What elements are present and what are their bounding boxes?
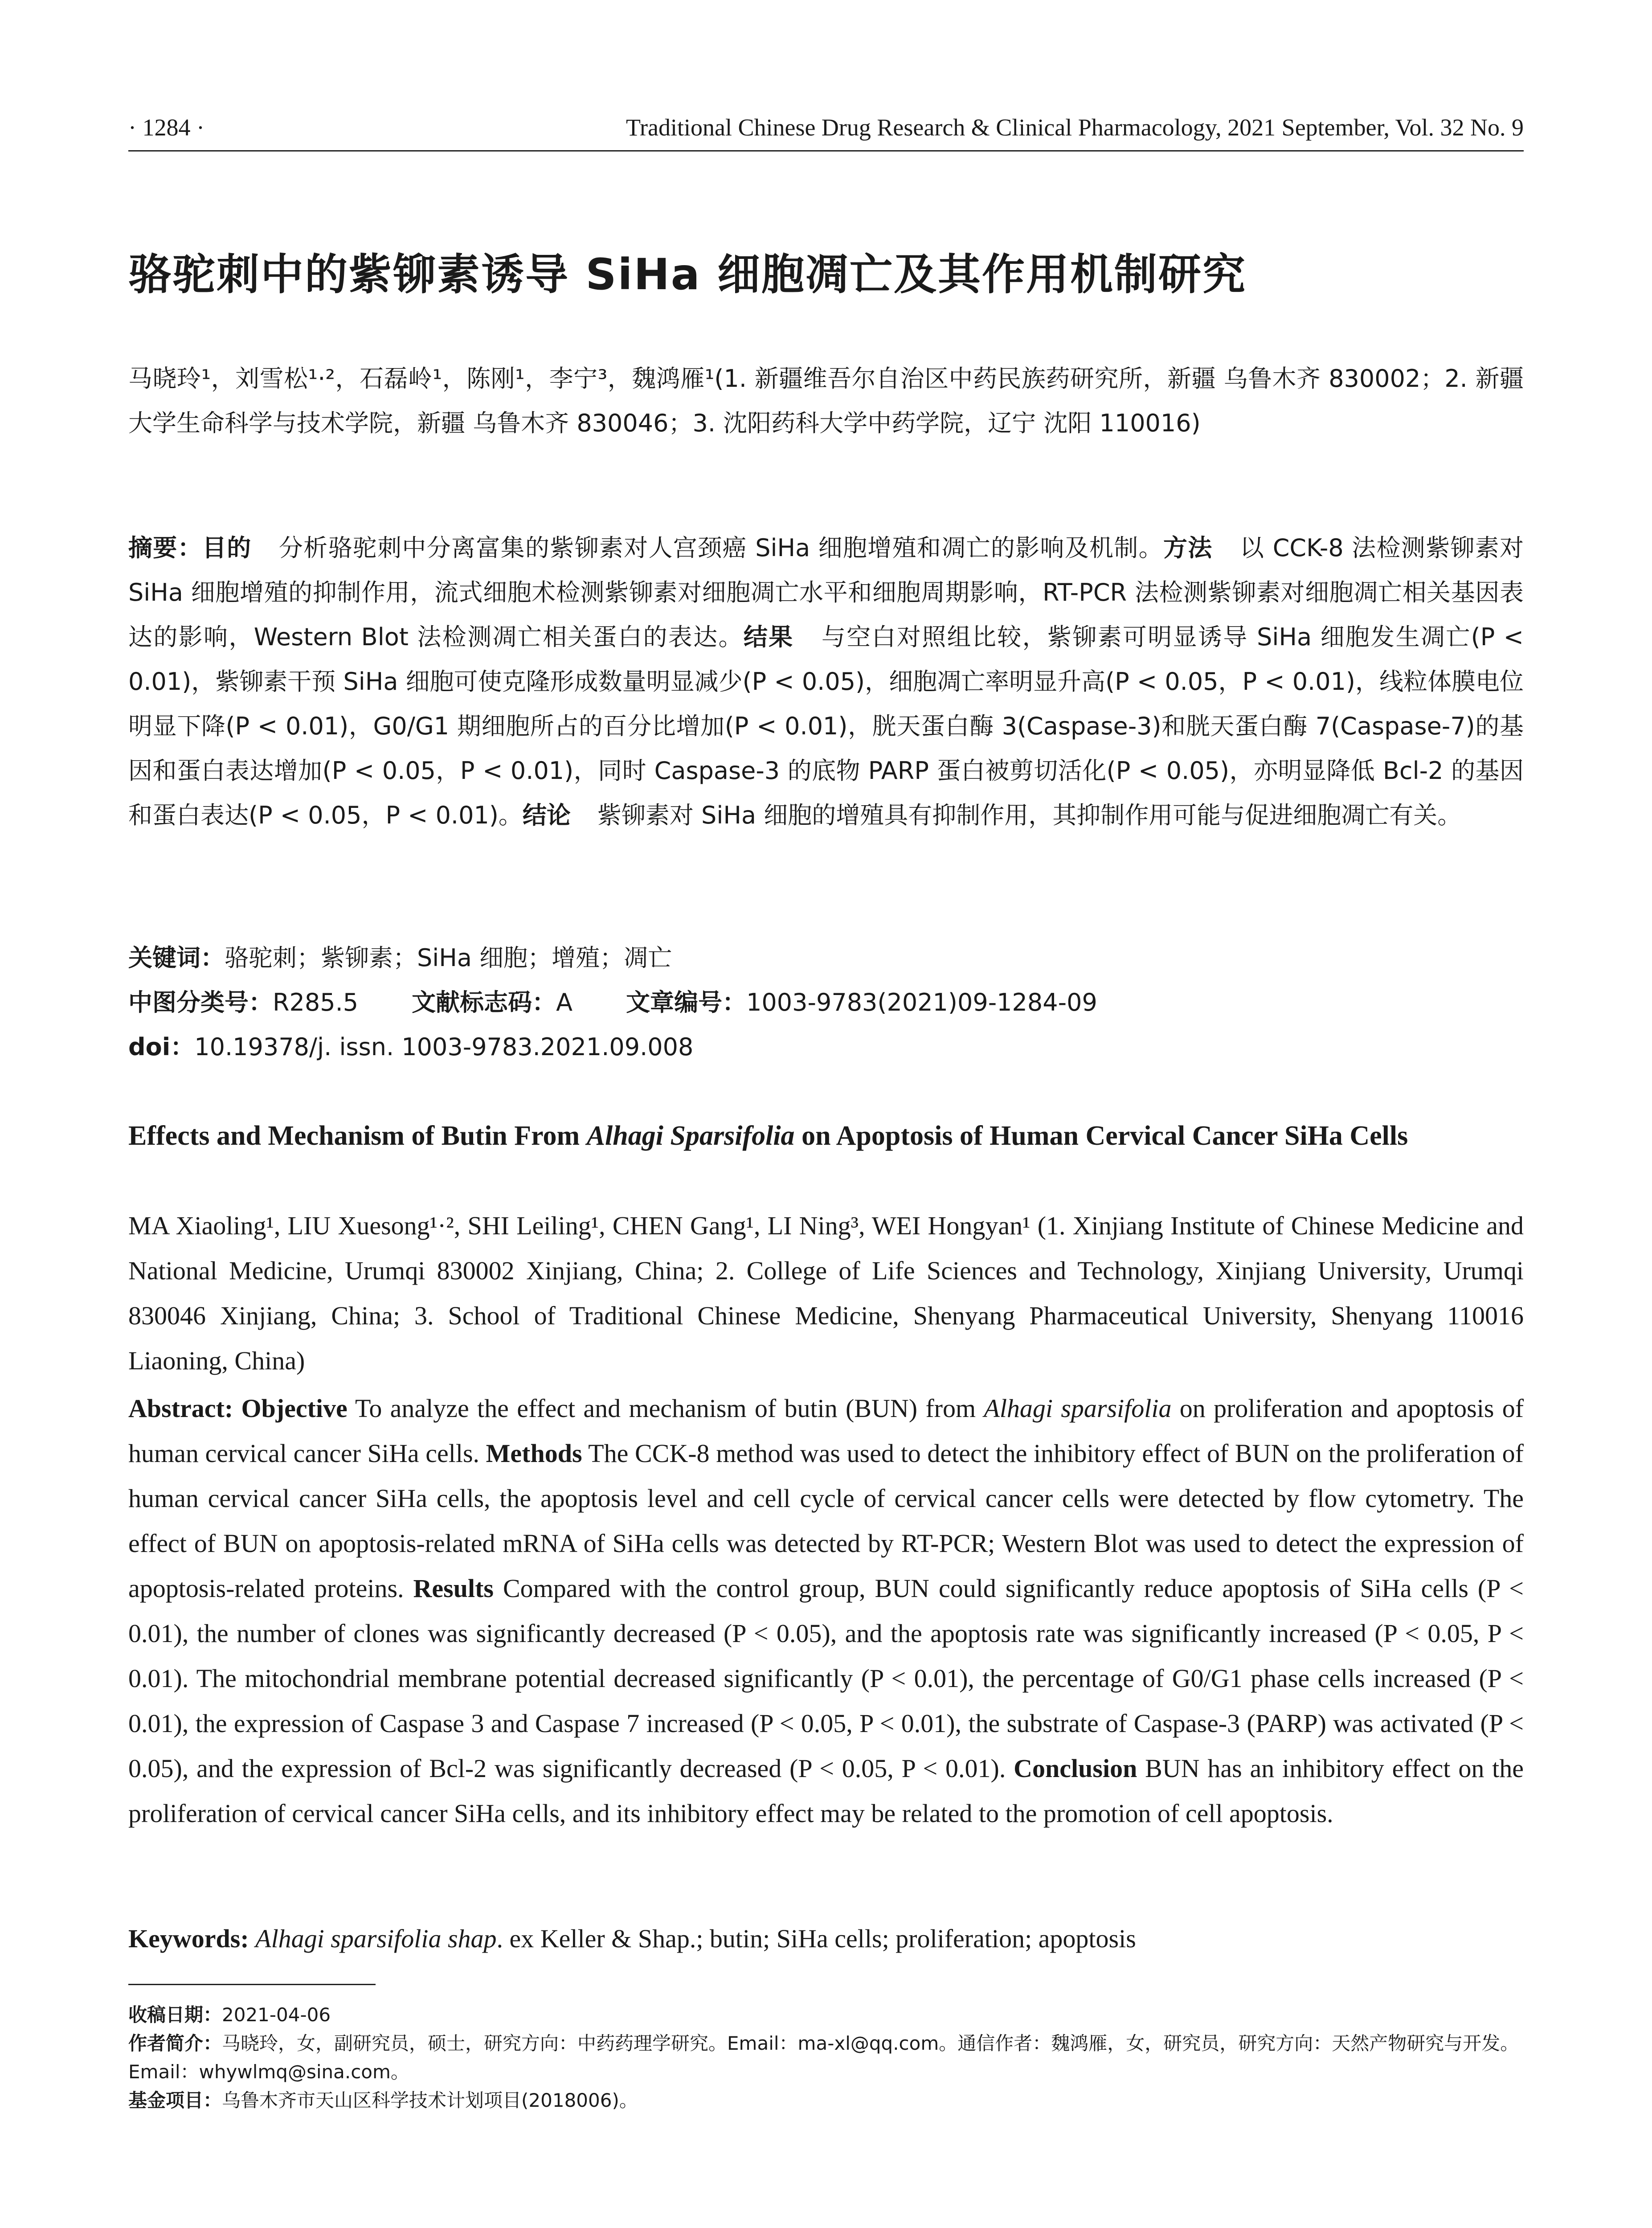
keywords-english: [128, 1916, 1524, 1961]
keywords-label: 关键词：: [128, 944, 225, 972]
received-date: 2021-04-06: [222, 2004, 331, 2026]
results-en-text: Compared with the control group, BUN could significantly reduce apoptosis of SiHa cells (P < 0.01), the number of clones was significantly decreased (P < 0.05), and the apoptosis rate was significantly increased (P < 0.05, P < 0.01). The mitochondrial membrane potential decreased significantly (P < 0.01), the percentage of G0/G1 phase cells increased (P < 0.01), the expression of Caspase 3 and Caspase 7 increased (P < 0.05, P < 0.01), the substrate of Caspase-3 (PARP) was activated (P < 0.05), and the expression of Bcl-2 was significantly decreased (P < 0.05, P < 0.01).: [128, 1574, 1524, 1783]
title-en-species: Alhagi Sparsifolia: [586, 1121, 795, 1151]
objective-en-text-a: To analyze the effect and mechanism of butin (BUN) from: [347, 1394, 984, 1423]
results-text: 与空白对照组比较，紫铆素可明显诱导 SiHa 细胞发生凋亡(P < 0.01)，紫铆素干预 SiHa 细胞可使克隆形成数量明显减少(P < 0.05)，细胞凋亡率明显升高(P < 0.05，P < 0.01)，线粒体膜电位明显下降(P < 0.01)，G0/G1 期细胞所占的百分比增加(P < 0.01)，胱天蛋白酶 3(Caspase-3)和胱天蛋白酶 7(Caspase-7)的基因和蛋白表达增加(P < 0.05，P < 0.01)，同时 Caspase-3 的底物 PARP 蛋白被剪切活化(P < 0.05)，亦明显降低 Bcl-2 的基因和蛋白表达(P < 0.05，P < 0.01)。: [128, 623, 1524, 829]
objective-en-label: Objective: [241, 1394, 348, 1423]
doi-value: 10.19378/j. issn. 1003-9783.2021.09.008: [194, 1033, 694, 1061]
received-label: 收稿日期：: [128, 2004, 222, 2026]
footnote-rule: [128, 1984, 376, 1985]
keywords-en-text: . ex Keller & Shap.; butin; SiHa cells; proliferation; apoptosis: [496, 1924, 1136, 1953]
funding-line: [128, 2086, 1524, 2115]
objective-label: 目的: [202, 534, 252, 562]
keywords-chinese: [128, 936, 1524, 980]
conclusion-label: 结论: [522, 801, 571, 829]
objective-text: 分析骆驼刺中分离富集的紫铆素对人宫颈癌 SiHa 细胞增殖和凋亡的影响及机制。: [278, 534, 1163, 562]
conclusion-en-text: BUN has an inhibitory effect on the proliferation of cervical cancer SiHa cells, and its inhibitory effect may be related to the promotion of cell apoptosis.: [128, 1754, 1524, 1828]
received-date-line: [128, 2001, 1524, 2029]
funding-label: 基金项目：: [128, 2089, 222, 2111]
doc-code-value: A: [556, 988, 573, 1016]
clc-value: R285.5: [273, 988, 359, 1016]
conclusion-en-label: Conclusion: [1014, 1754, 1137, 1783]
page-number: · 1284 ·: [128, 114, 204, 141]
results-en-label: Results: [413, 1574, 494, 1603]
running-header: [128, 114, 1524, 158]
title-english: [128, 1114, 1524, 1158]
title-chinese: 骆驼刺中的紫铆素诱导 SiHa 细胞凋亡及其作用机制研究: [128, 250, 1247, 299]
authors-english: MA Xiaoling¹, LIU Xuesong¹·², SHI Leiling¹, CHEN Gang¹, LI Ning³, WEI Hongyan¹ (1. Xinjiang Institute of Chinese Medicine and National Medicine, Urumqi 830002 Xinjiang, China; 2. College of Life Sciences and Technology, Xinjiang University, Urumqi 830046 Xinjiang, China; 3. School of Traditional Chinese Medicine, Shenyang Pharmaceutical University, Shenyang 110016 Liaoning, China): [128, 1211, 1524, 1375]
footnotes: [128, 2001, 1524, 2115]
methods-text: 以 CCK-8 法检测紫铆素对 SiHa 细胞增殖的抑制作用，流式细胞术检测紫铆素对细胞凋亡水平和细胞周期影响，RT-PCR 法检测紫铆素对细胞凋亡相关基因表达的影响，Western Blot 法检测凋亡相关蛋白的表达。: [128, 534, 1524, 651]
journal-citation: Traditional Chinese Drug Research & Clinical Pharmacology, 2021 September, Vol. 32 No. 9: [626, 114, 1524, 141]
methods-en-text: The CCK-8 method was used to detect the inhibitory effect of BUN on the proliferation of human cervical cancer SiHa cells, the apoptosis level and cell cycle of cervical cancer cells were detected by flow cytometry. The effect of BUN on apoptosis-related mRNA of SiHa cells was detected by RT-PCR; Western Blot was used to detect the expression of apoptosis-related proteins.: [128, 1439, 1524, 1603]
author-bio-line: [128, 2029, 1524, 2086]
title-en-part1: Effects and Mechanism of Butin From: [128, 1121, 587, 1151]
funding-text: 乌鲁木齐市天山区科学技术计划项目(2018006)。: [222, 2089, 638, 2111]
article-number-label: 文章编号：: [626, 988, 747, 1016]
methods-en-label: Methods: [486, 1439, 582, 1468]
doc-code-label: 文献标志码：: [412, 988, 556, 1016]
author-bio-label: 作者简介：: [128, 2032, 222, 2054]
classification-line: [128, 980, 1524, 1025]
doi-line: [128, 1025, 1524, 1069]
authors-chinese: 马晓玲¹，刘雪松¹·²，石磊岭¹，陈刚¹，李宁³，魏鸿雁¹(1. 新疆维吾尔自治区中药民族药研究所，新疆 乌鲁木齐 830002；2. 新疆大学生命科学与技术学院，新疆 乌鲁木齐 830046；3. 沈阳药科大学中药学院，辽宁 沈阳 110016): [128, 365, 1524, 437]
abstract-english: [128, 1386, 1524, 1836]
keywords-en-label: Keywords:: [128, 1924, 256, 1953]
author-bio-text: 马晓玲，女，副研究员，硕士，研究方向：中药药理学研究。Email：ma-xl@qq.com。通信作者：魏鸿雁，女，研究员，研究方向：天然产物研究与开发。Email：whywlmq@sina.com。: [128, 2032, 1519, 2083]
results-label: 结果: [743, 623, 794, 651]
abstract-label: 摘要：: [128, 534, 202, 562]
conclusion-text: 紫铆素对 SiHa 细胞的增殖具有抑制作用，其抑制作用可能与促进细胞凋亡有关。: [597, 801, 1462, 829]
header-rule: [128, 150, 1524, 152]
objective-en-species: Alhagi sparsifolia: [984, 1394, 1172, 1423]
doi-label: doi：: [128, 1033, 195, 1061]
title-en-part2: on Apoptosis of Human Cervical Cancer SiHa Cells: [794, 1121, 1408, 1151]
abstract-chinese: [128, 526, 1524, 838]
keywords-text: 骆驼刺；紫铆素；SiHa 细胞；增殖；凋亡: [225, 944, 672, 972]
methods-label: 方法: [1163, 534, 1213, 562]
keywords-en-species: Alhagi sparsifolia shap: [255, 1924, 497, 1953]
abstract-en-label: Abstract:: [128, 1394, 241, 1423]
article-number-value: 1003-9783(2021)09-1284-09: [746, 988, 1097, 1016]
objective-en-text-b: on proliferation and apoptosis of human cervical cancer SiHa cells.: [128, 1394, 1524, 1468]
clc-label: 中图分类号：: [128, 988, 273, 1016]
